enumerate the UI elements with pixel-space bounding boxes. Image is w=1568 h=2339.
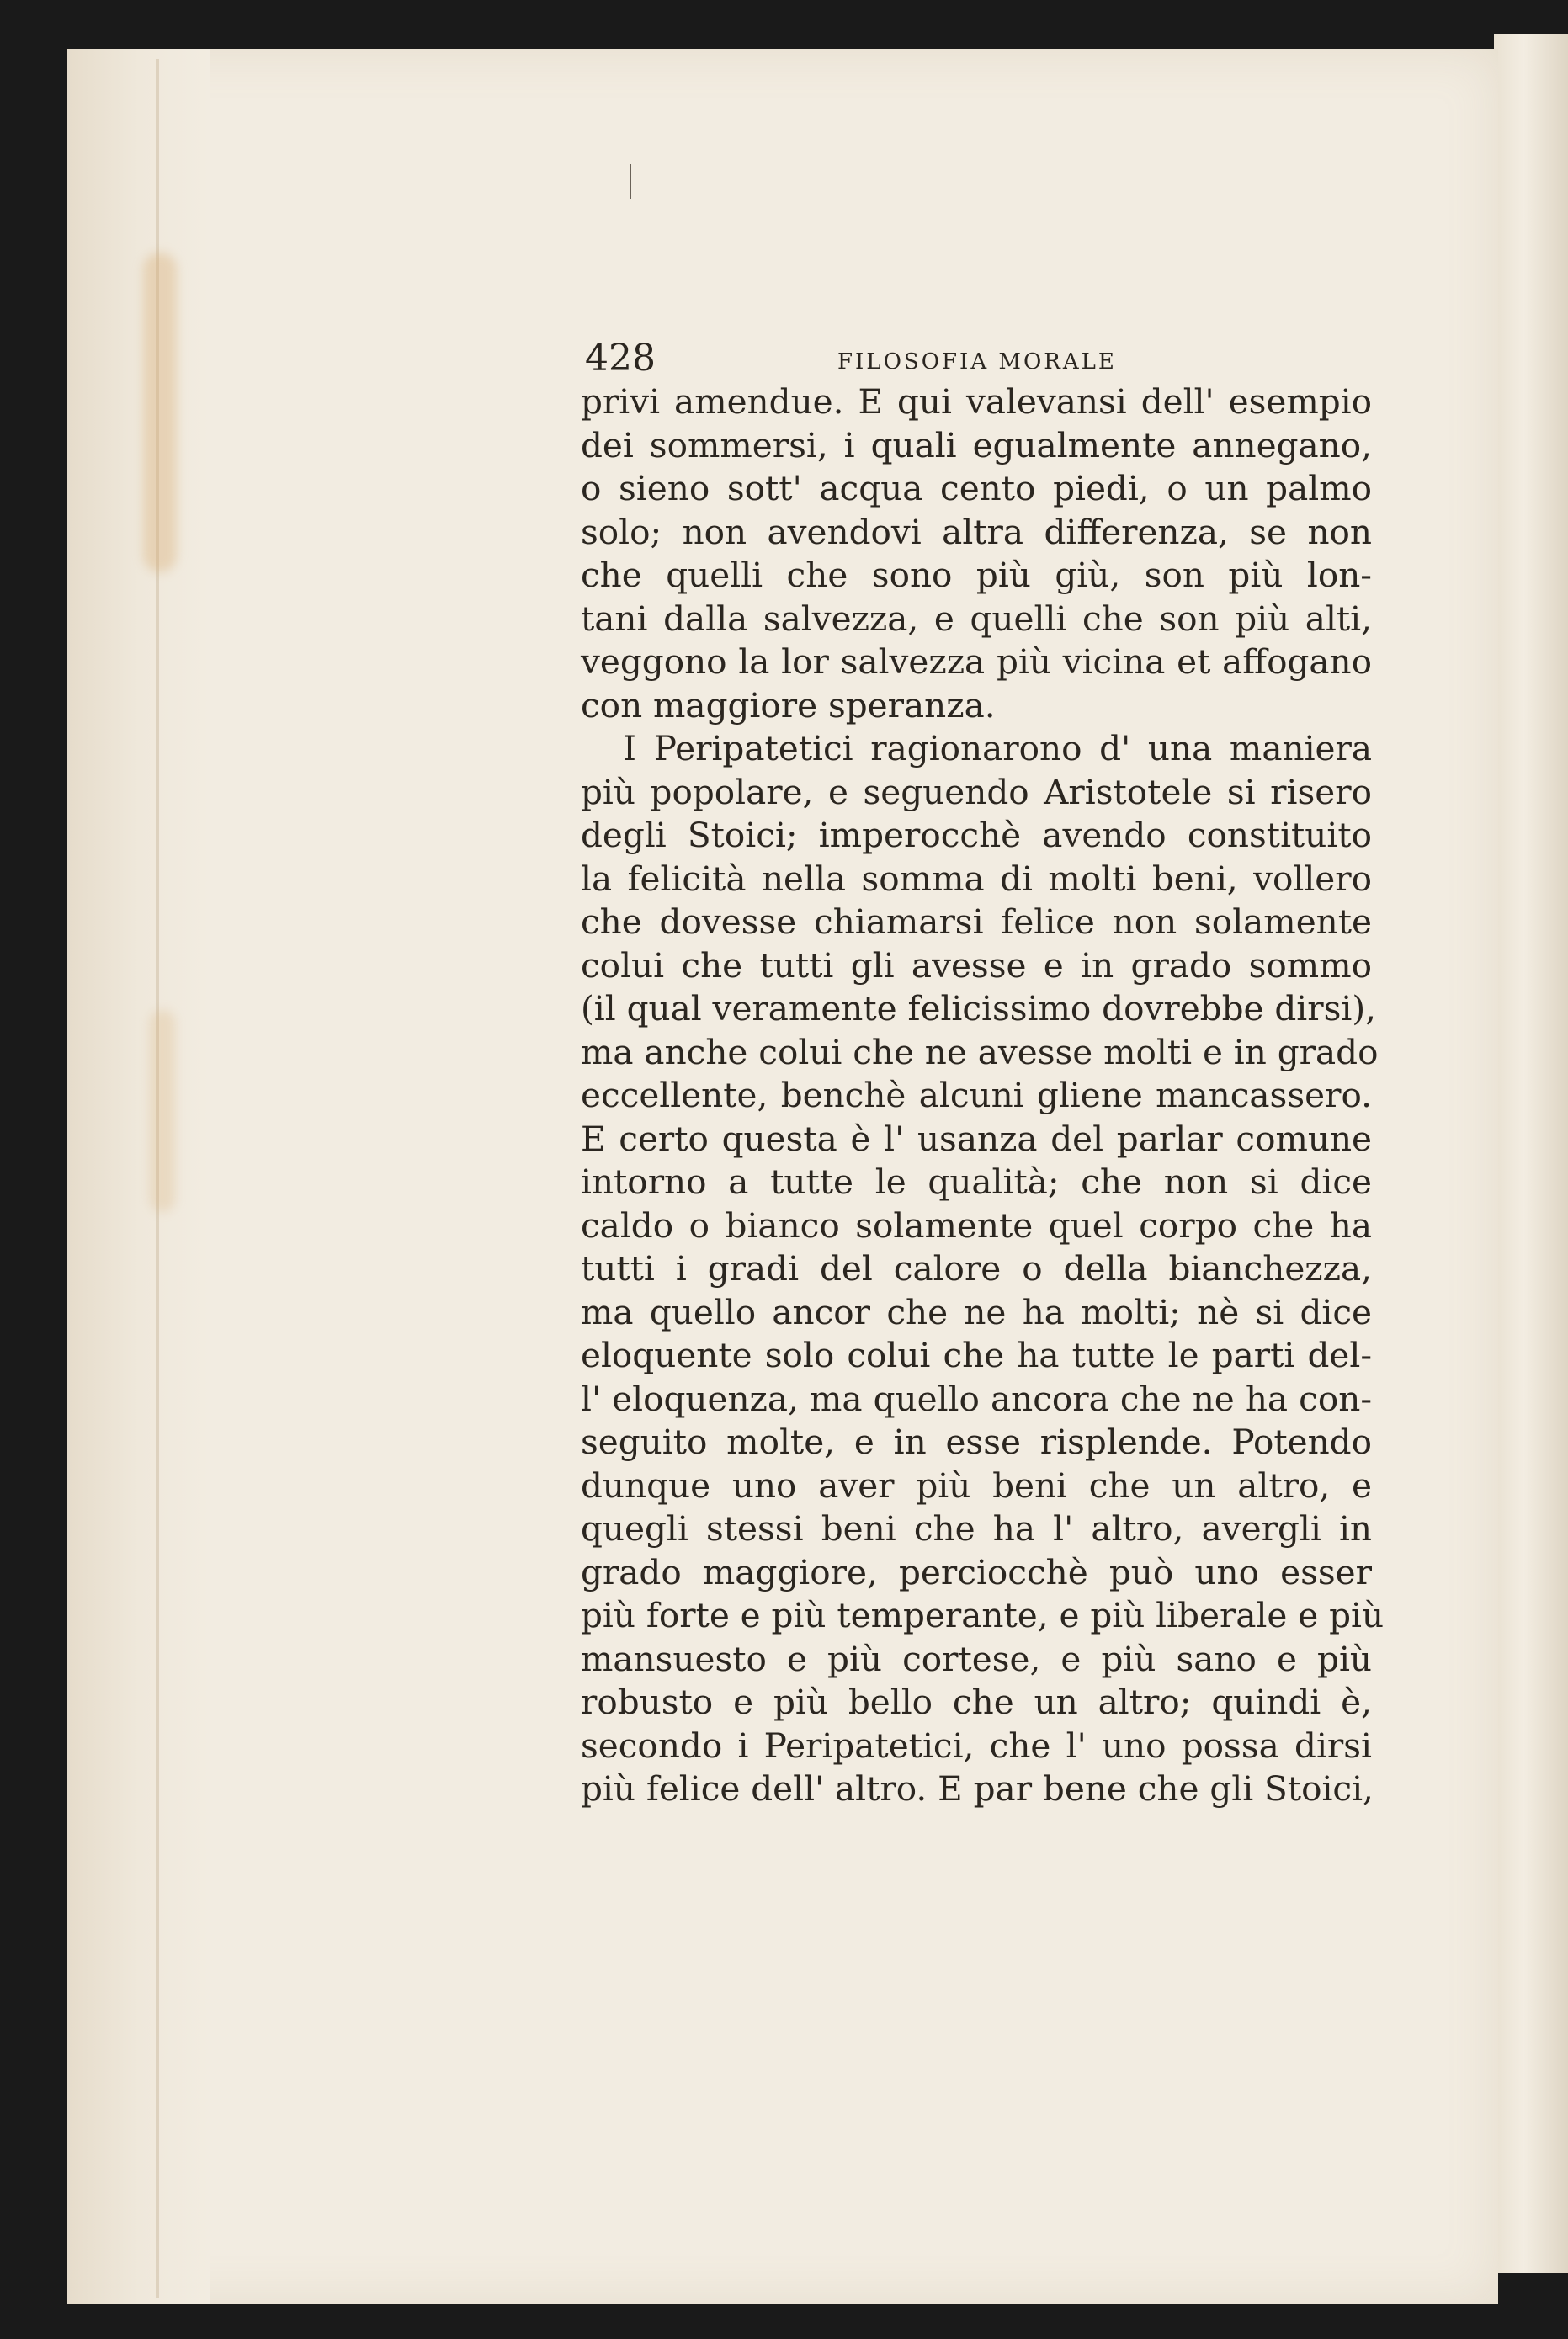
text-line: quegli stessi beni che ha l' altro, avergli in: [581, 1508, 1372, 1549]
text-line: eloquente solo colui che ha tutte le parti del-: [581, 1335, 1372, 1375]
paragraph-1: [581, 380, 1380, 727]
text-line: robusto e più bello che un altro; quindi è,: [581, 1682, 1372, 1722]
text-line: più popolare, e seguendo Aristotele si risero: [581, 771, 1372, 812]
text-line: degli Stoici; imperocchè avendo constituito: [581, 815, 1372, 855]
text-line: l' eloquenza, ma quello ancora che ne ha con-: [581, 1378, 1372, 1419]
text-line: E certo questa è l' usanza del parlar comune: [581, 1118, 1372, 1159]
text-line: dunque uno aver più beni che un altro, e: [581, 1465, 1372, 1506]
text-line: la felicità nella somma di molti beni, vollero: [581, 858, 1372, 899]
foxing-stain: [143, 253, 177, 572]
text-line: più felice dell' altro. E par bene che gli Stoici,: [581, 1768, 1374, 1809]
text-line: ma quello ancor che ne ha molti; nè si dice: [581, 1291, 1372, 1332]
text-block: [581, 337, 1385, 1811]
text-line: o sieno sott' acqua cento piedi, o un palmo: [581, 468, 1372, 508]
text-line: che quelli che sono più giù, son più lon-: [581, 555, 1372, 595]
text-line: veggono la lor salvezza più vicina et affogano: [581, 641, 1372, 682]
pencil-mark: [630, 164, 631, 199]
text-line: tani dalla salvezza, e quelli che son più alti,: [581, 598, 1372, 639]
page-header: [581, 337, 1380, 380]
paragraph-2: [581, 727, 1385, 1811]
text-line: secondo i Peripatetici, che l' uno possa dirsi: [581, 1725, 1372, 1766]
text-line: grado maggiore, perciocchè può uno esser: [581, 1551, 1372, 1592]
text-line: colui che tutti gli avesse e in grado sommo: [581, 944, 1372, 986]
running-head: FILOSOFIA MORALE: [837, 349, 1117, 375]
text-line: dei sommersi, i quali egualmente annegano,: [581, 424, 1372, 465]
page-number: 428: [585, 337, 656, 380]
text-line: che dovesse chiamarsi felice non solamente: [581, 901, 1372, 942]
text-line: seguito molte, e in esse risplende. Potendo: [581, 1422, 1372, 1462]
adjacent-page-edge: [1494, 34, 1568, 2273]
text-line: ma anche colui che ne avesse molti e in grado: [581, 1031, 1379, 1072]
text-line: eccellente, benchè alcuni gliene mancassero.: [581, 1075, 1372, 1115]
text-line: con maggiore speranza.: [581, 684, 996, 726]
text-line: intorno a tutte le qualità; che non si dice: [581, 1162, 1372, 1202]
text-line: (il qual veramente felicissimo dovrebbe dirsi),: [581, 988, 1377, 1029]
text-line: più forte e più temperante, e più liberale e più: [581, 1595, 1385, 1635]
text-line: caldo o bianco solamente quel corpo che ha: [581, 1204, 1372, 1246]
text-line: solo; non avendovi altra differenza, se non: [581, 511, 1372, 552]
text-line: I Peripatetici ragionarono d' una maniera: [623, 728, 1372, 768]
page-gutter-shadow: [67, 49, 210, 2304]
text-line: privi amendue. E qui valevansi dell' esempio: [581, 381, 1372, 422]
foxing-stain: [150, 1010, 175, 1212]
text-line: tutti i gradi del calore o della bianchezza,: [581, 1248, 1372, 1289]
text-line: mansuesto e più cortese, e più sano e più: [581, 1638, 1372, 1679]
